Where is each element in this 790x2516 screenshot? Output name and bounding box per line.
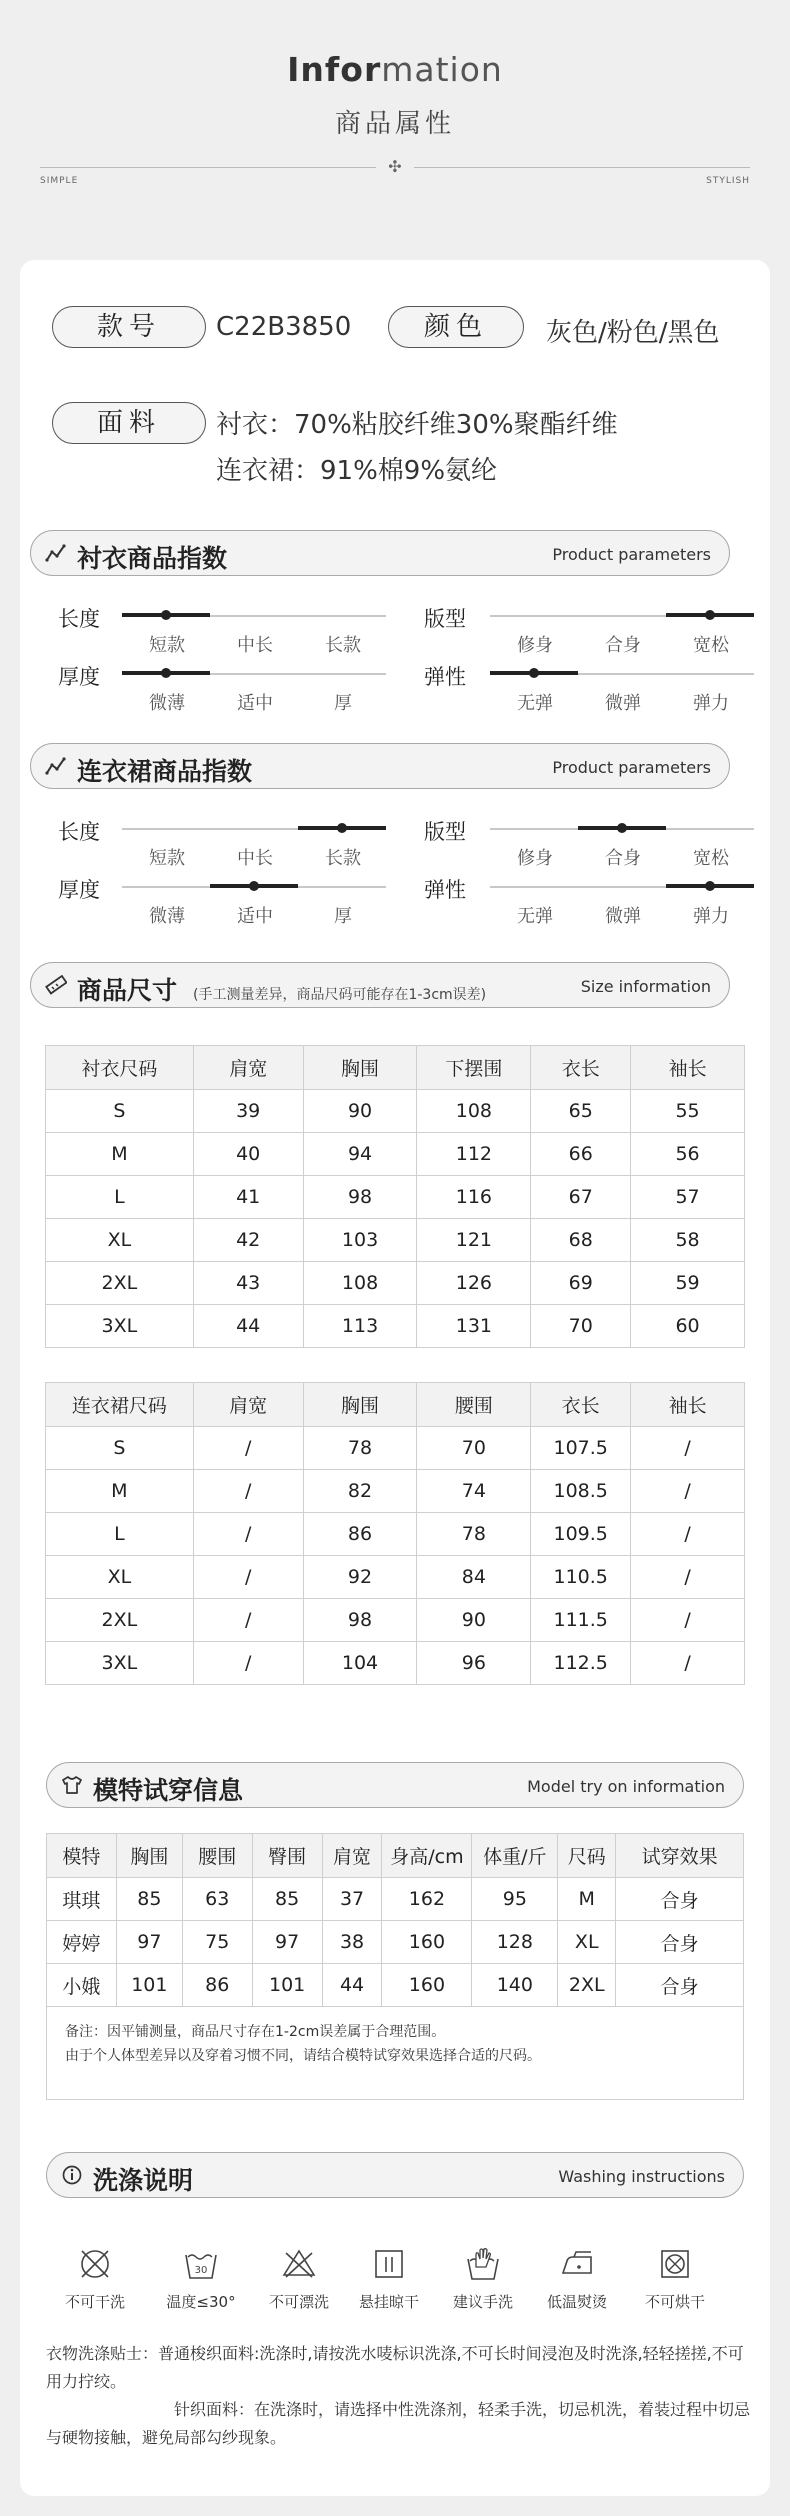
index-label: 长度 [58,820,100,844]
table-cell: 104 [303,1642,417,1685]
hand-wash-icon [464,2245,502,2283]
table-header-cell: 试穿效果 [616,1834,744,1878]
scale-option: 微薄 [149,906,185,927]
table-row [47,1878,744,1921]
table-cell: 69 [531,1262,631,1305]
table-header-cell: 身高/cm [382,1834,472,1878]
shirt-index-en: Product parameters [552,545,711,564]
wash-header [46,2152,744,2198]
size-note: (手工测量差异，商品尺码可能存在1-3cm误差) [193,987,487,1003]
index-scale [490,673,754,714]
table-row [46,1090,745,1133]
table-cell: 合身 [616,1878,744,1921]
table-cell: 65 [531,1090,631,1133]
table-header-cell: 连衣裙尺码 [46,1383,194,1427]
table-cell: 94 [303,1133,417,1176]
table-cell: 37 [322,1878,382,1921]
table-cell: 70 [531,1305,631,1348]
table-cell: 3XL [46,1642,194,1685]
table-row [46,1556,745,1599]
table-cell: 108.5 [531,1470,631,1513]
table-cell: 107.5 [531,1427,631,1470]
table-header-cell: 腰围 [417,1383,531,1427]
index-label: 版型 [424,820,466,844]
table-cell: 98 [303,1599,417,1642]
table-row [47,1921,744,1964]
table-cell: 67 [531,1176,631,1219]
table-cell: 60 [631,1305,745,1348]
table-cell: M [46,1470,194,1513]
ruler-icon [45,975,67,995]
scale-active-dot [161,610,171,620]
table-header-cell: 体重/斤 [472,1834,558,1878]
header-title: Information [287,50,503,89]
table-cell: 109.5 [531,1513,631,1556]
scale-option: 弹力 [693,906,729,927]
scale-active-marker [490,671,578,675]
table-cell: 90 [417,1599,531,1642]
wash-tip-woven: 衣物洗涤贴士：普通梭织面料:洗涤时,请按洗水唛标识洗涤,不可长时间浸泡及时洗涤,轻轻搓搓,不可用力拧绞。 [46,2344,744,2391]
table-cell: 75 [182,1921,252,1964]
scale-option: 中长 [237,635,273,656]
table-cell: / [193,1513,303,1556]
table-cell: 160 [382,1921,472,1964]
table-cell: 40 [193,1133,303,1176]
scale-active-dot [705,881,715,891]
table-cell: / [631,1599,745,1642]
trend-icon [45,756,67,776]
table-row [46,1305,745,1348]
table-cell: 78 [417,1513,531,1556]
fabric-label: 面料 [52,402,206,444]
dress-size-table [45,1382,745,1685]
wash-item-no-tumble-dry: 不可烘干 [630,2245,720,2312]
table-cell: 66 [531,1133,631,1176]
table-header-cell: 模特 [47,1834,117,1878]
table-cell: 121 [417,1219,531,1262]
index-label: 版型 [424,607,466,631]
header-left-tag: SIMPLE [40,176,79,186]
table-cell: / [193,1599,303,1642]
table-cell: 琪琪 [47,1878,117,1921]
size-header [30,962,730,1008]
table-header-cell: 肩宽 [193,1046,303,1090]
index-scale [490,615,754,656]
table-row [46,1513,745,1556]
scale-active-dot [337,823,347,833]
table-cell: 婷婷 [47,1921,117,1964]
scale-option: 适中 [237,693,273,714]
table-row [46,1599,745,1642]
table-row [47,1964,744,2007]
table-cell: 74 [417,1470,531,1513]
table-cell: / [631,1470,745,1513]
table-cell: 140 [472,1964,558,2007]
table-cell: 59 [631,1262,745,1305]
dress-index-title: 连衣裙商品指数 [77,757,253,786]
table-cell: 合身 [616,1964,744,2007]
table-cell: 86 [182,1964,252,2007]
scale-option: 合身 [605,635,641,656]
wash-item-hand-wash: 建议手洗 [438,2245,528,2312]
table-row [46,1176,745,1219]
scale-option: 微弹 [605,906,641,927]
table-row [46,1262,745,1305]
scale-option: 短款 [149,848,185,869]
table-cell: 92 [303,1556,417,1599]
wash-en: Washing instructions [558,2167,725,2186]
scale-option: 微薄 [149,693,185,714]
scale-option: 宽松 [693,635,729,656]
table-cell: 110.5 [531,1556,631,1599]
table-header-cell: 胸围 [303,1383,417,1427]
table-header-cell: 袖长 [631,1046,745,1090]
table-cell: / [193,1427,303,1470]
trend-icon [45,543,67,563]
table-header-cell: 衬衣尺码 [46,1046,194,1090]
shirt-size-table [45,1045,745,1348]
table-cell: 128 [472,1921,558,1964]
table-cell: L [46,1513,194,1556]
table-cell: S [46,1427,194,1470]
low-iron-icon [558,2245,596,2283]
table-cell: 合身 [616,1921,744,1964]
wash-item-temp: 30 温度≤30° [156,2245,246,2312]
table-cell: 82 [303,1470,417,1513]
header-divider-right [414,167,750,168]
table-cell: 126 [417,1262,531,1305]
table-cell: 38 [322,1921,382,1964]
table-cell: 39 [193,1090,303,1133]
table-row [46,1427,745,1470]
table-cell: 97 [252,1921,322,1964]
scale-option: 适中 [237,906,273,927]
table-cell: 108 [303,1262,417,1305]
wash-item-low-iron: 低温熨烫 [532,2245,622,2312]
table-cell: 116 [417,1176,531,1219]
table-cell: 42 [193,1219,303,1262]
table-cell: 58 [631,1219,745,1262]
table-cell: M [46,1133,194,1176]
no-tumble-dry-icon [656,2245,694,2283]
scale-option: 宽松 [693,848,729,869]
scale-option: 短款 [149,635,185,656]
scale-active-dot [529,668,539,678]
style-value: C22B3850 [216,312,352,342]
table-cell: 43 [193,1262,303,1305]
shirt-icon [61,1775,83,1795]
hang-dry-icon [370,2245,408,2283]
cross-icon: ✣ [388,157,402,176]
table-cell: 70 [417,1427,531,1470]
model-note: 备注：因平铺测量，商品尺寸存在1-2cm误差属于合理范围。 由于个人体型差异以及穿着习惯不同，请结合模特试穿效果选择合适的尺码。 [46,2006,744,2100]
table-cell: 2XL [46,1599,194,1642]
table-cell: 111.5 [531,1599,631,1642]
scale-active-marker [210,884,298,888]
scale-option: 长款 [325,635,361,656]
index-scale [122,673,386,714]
scale-active-marker [666,613,754,617]
scale-active-dot [617,823,627,833]
svg-text:30: 30 [194,2265,208,2276]
table-cell: 112 [417,1133,531,1176]
table-header-cell: 臀围 [252,1834,322,1878]
table-row [46,1642,745,1685]
index-scale [490,886,754,927]
table-cell: 44 [322,1964,382,2007]
index-label: 厚度 [58,878,100,902]
table-cell: 63 [182,1878,252,1921]
shirt-index-header [30,530,730,576]
table-cell: 96 [417,1642,531,1685]
table-cell: / [631,1556,745,1599]
table-row [46,1133,745,1176]
wash-tip-knit: 针织面料：在洗涤时，请选择中性洗涤剂，轻柔手洗，切忌机洗，着装过程中切忌与硬物接触，避免局部勾纱现象。 [46,2400,751,2447]
table-cell: 160 [382,1964,472,2007]
scale-option: 长款 [325,848,361,869]
model-en: Model try on information [527,1777,725,1796]
scale-option: 合身 [605,848,641,869]
index-scale [490,828,754,869]
scale-active-marker [122,671,210,675]
model-header [46,1762,744,1808]
table-cell: / [631,1642,745,1685]
table-cell: 78 [303,1427,417,1470]
color-value: 灰色/粉色/黑色 [546,318,720,348]
table-cell: 98 [303,1176,417,1219]
table-cell: S [46,1090,194,1133]
table-cell: 55 [631,1090,745,1133]
wash-item-no-bleach: 不可漂洗 [254,2245,344,2312]
dress-index-header [30,743,730,789]
table-cell: 103 [303,1219,417,1262]
scale-option: 无弹 [517,906,553,927]
table-header-cell: 衣长 [531,1046,631,1090]
scale-option: 厚 [334,906,352,927]
table-cell: 113 [303,1305,417,1348]
index-scale [122,615,386,656]
scale-option: 弹力 [693,693,729,714]
table-cell: / [631,1427,745,1470]
table-cell: 112.5 [531,1642,631,1685]
scale-active-marker [578,826,666,830]
table-cell: 56 [631,1133,745,1176]
table-cell: / [193,1642,303,1685]
table-cell: XL [46,1219,194,1262]
header-right-tag: STYLISH [706,176,750,186]
table-header-cell: 胸围 [116,1834,182,1878]
table-header-row [46,1383,745,1427]
header-subtitle: 商品属性 [334,109,455,139]
table-cell: 41 [193,1176,303,1219]
scale-option: 修身 [517,848,553,869]
wash-30-icon [182,2245,220,2283]
size-title: 商品尺寸 [77,976,178,1005]
no-bleach-icon [280,2245,318,2283]
fabric-dress: 连衣裙：91%棉9%氨纶 [216,456,498,486]
table-header-cell: 衣长 [531,1383,631,1427]
index-label: 厚度 [58,665,100,689]
table-cell: 101 [116,1964,182,2007]
table-cell: 84 [417,1556,531,1599]
table-header-cell: 腰围 [182,1834,252,1878]
scale-active-marker [122,613,210,617]
table-cell: 85 [252,1878,322,1921]
index-label: 长度 [58,607,100,631]
header-divider-left [40,167,376,168]
style-label: 款号 [52,306,206,348]
table-cell: 86 [303,1513,417,1556]
table-header-cell: 尺码 [558,1834,616,1878]
table-header-row [46,1046,745,1090]
shirt-index-title: 衬衣商品指数 [77,544,228,573]
index-scale [122,828,386,869]
table-cell: 108 [417,1090,531,1133]
table-cell: 95 [472,1878,558,1921]
table-cell: / [193,1556,303,1599]
table-cell: XL [558,1921,616,1964]
table-header-cell: 胸围 [303,1046,417,1090]
no-dry-clean-icon [76,2245,114,2283]
scale-active-dot [705,610,715,620]
wash-item-hang-dry: 悬挂晾干 [344,2245,434,2312]
size-en: Size information [580,977,711,996]
table-cell: 2XL [558,1964,616,2007]
wash-item-no-dry-clean: 不可干洗 [50,2245,140,2312]
table-cell: 57 [631,1176,745,1219]
table-cell: 97 [116,1921,182,1964]
scale-active-dot [249,881,259,891]
table-cell: 2XL [46,1262,194,1305]
index-label: 弹性 [424,878,466,902]
table-cell: 68 [531,1219,631,1262]
fabric-shirt: 衬衣：70%粘胶纤维30%聚酯纤维 [216,410,618,440]
table-cell: / [193,1470,303,1513]
table-header-cell: 肩宽 [193,1383,303,1427]
scale-option: 厚 [334,693,352,714]
scale-option: 修身 [517,635,553,656]
info-icon [61,2165,83,2185]
table-cell: 小娥 [47,1964,117,2007]
table-cell: 101 [252,1964,322,2007]
table-header-cell: 肩宽 [322,1834,382,1878]
table-cell: M [558,1878,616,1921]
table-cell: 162 [382,1878,472,1921]
wash-tips [46,2340,752,2452]
table-row [46,1470,745,1513]
index-label: 弹性 [424,665,466,689]
table-header-row [47,1834,744,1878]
scale-active-dot [161,668,171,678]
table-cell: 44 [193,1305,303,1348]
color-label: 颜色 [388,306,524,348]
table-cell: 3XL [46,1305,194,1348]
table-cell: 85 [116,1878,182,1921]
index-scale [122,886,386,927]
wash-title: 洗涤说明 [93,2166,194,2195]
table-cell: XL [46,1556,194,1599]
model-table [46,1833,744,2007]
scale-active-marker [298,826,386,830]
scale-option: 无弹 [517,693,553,714]
table-cell: / [631,1513,745,1556]
scale-active-marker [666,884,754,888]
table-cell: L [46,1176,194,1219]
table-cell: 90 [303,1090,417,1133]
dress-index-en: Product parameters [552,758,711,777]
table-header-cell: 袖长 [631,1383,745,1427]
table-cell: 131 [417,1305,531,1348]
table-row [46,1219,745,1262]
model-title: 模特试穿信息 [93,1776,244,1805]
scale-option: 微弹 [605,693,641,714]
scale-option: 中长 [237,848,273,869]
table-header-cell: 下摆围 [417,1046,531,1090]
